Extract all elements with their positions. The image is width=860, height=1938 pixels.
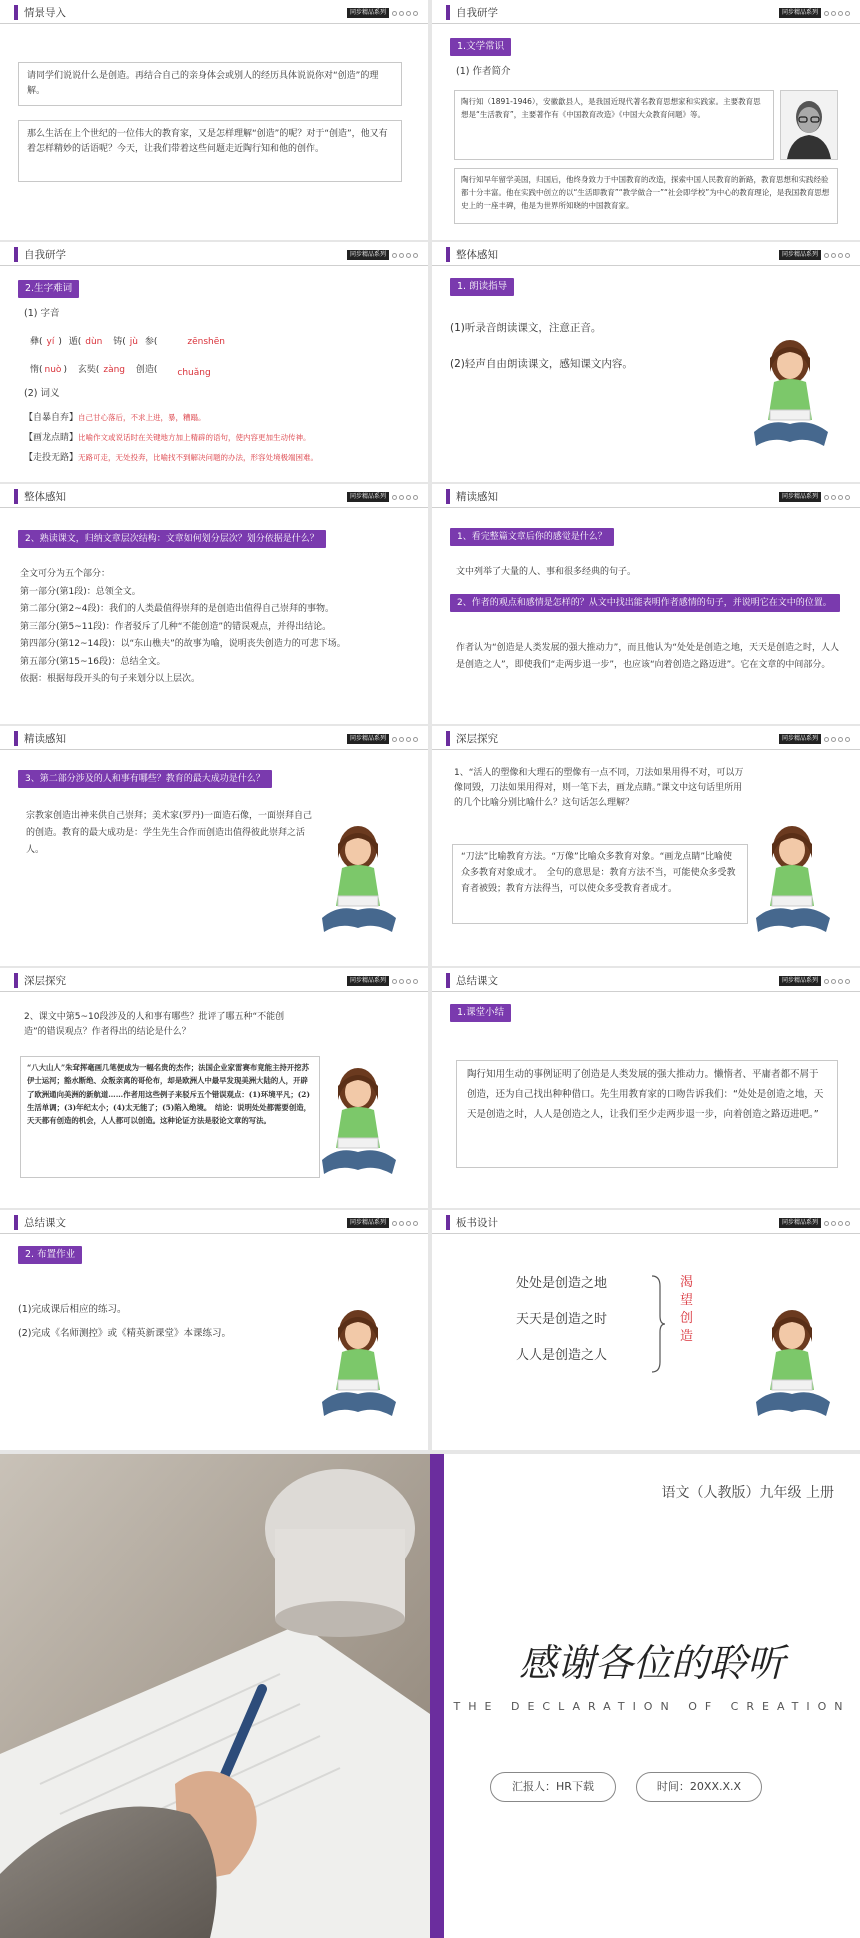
slide-homework [0,1210,428,1450]
nav-dots-icon [392,737,418,742]
answer-box: “八大山人”朱耷挥毫画几笔便成为一幅名贵的杰作；法国企业家雷赛布竟能主持开挖苏伊士运河；豁水断绝、众叛亲离的哥伦布，却是欧洲人中最早发现美洲大陆的人，开辟了欧洲通向美洲的新航道……作者用这些例子来驳斥五个错误观点：(1)环境平凡；(2)生活单调；(3)年纪太小；(4)太无能了；(5)陷入绝境。 结论：说明处处都需要创造，天天都有创造的机会，人人都可以创造。这种论证方法是驳论文章的写法。 [20,1056,320,1178]
brand-badge: 同步精品系列 [779,492,821,502]
section-pill: 1.课堂小结 [450,1004,511,1022]
question-pill: 2、作者的观点和感情是怎样的？从文中找出能表明作者感情的句子，并说明它在文中的位置。 [450,594,840,612]
answer-box: “刀法”比喻教育方法。“万像”比喻众多教育对象。“画龙点睛”比喻使众多教育对象成才。 全句的意思是：教育方法不当，可能使众多受教育者被毁；教育方法得当，可以使众多受教育者成才。 [452,844,748,924]
section-pill: 2. 布置作业 [18,1246,82,1264]
slide-header [0,0,428,24]
author-bio-box: 陶行知早年留学美国，归国后，他终身致力于中国教育的改造，探索中国人民教育的新路，教育思想和实践经验都十分丰富。他在实践中创立的以“生活即教育”“教学做合一”“社会即学校”为中心的教育理论，是我国教育思想史上的一座丰碑，他是为世界所知晓的中国教育家。 [454,168,838,224]
slide-deep-inquiry [432,726,860,966]
subheading-meaning: (2) 词义 [24,388,60,399]
question-text: 2、课文中第5~10段涉及的人和事有哪些？批评了哪五种“不能创造”的错误观点？作者得出的结论是什么？ [24,1012,285,1037]
time-badge: 时间：20XX.X.X [636,1772,762,1802]
slide-header [0,726,428,750]
nav-dots-icon [392,1221,418,1226]
slide-header [0,1210,428,1234]
slide-header [432,726,860,750]
girl-reading-illustration [750,1302,834,1430]
pinyin-row-2: 惰( nuò ) 玄奘( zàng 创造( chuǎng [30,365,211,378]
accent-stripe [430,1454,444,1938]
brand-badge: 同步精品系列 [347,976,389,986]
answer-text: 宗教家创造出神来供自己崇拜；美术家(罗丹)一面造石像，一面崇拜自己的创造。教育的最大成功是：学生先生合作而创造出值得彼此崇拜之活人。 [26,811,313,855]
slide-header [432,968,860,992]
slide-title: 自我研学 [24,249,66,261]
instruction-line: (1)听录音朗读课文，注意正音。 [450,322,602,334]
author-intro-box: 陶行知（1891-1946），安徽歙县人，是我国近现代著名教育思想家和实践家。主要教育思想是“生活教育”，主要著作有《中国教育改造》《中国大众教育问题》等。 [454,90,774,160]
brace-icon [650,1274,666,1374]
slide-structure [0,484,428,724]
nav-dots-icon [824,979,850,984]
writing-hand-photo [0,1454,430,1938]
subheading: (1) 作者简介 [456,66,511,77]
nav-dots-icon [392,253,418,258]
question-pill: 3、第二部分涉及的人和事有哪些？教育的最大成功是什么？ [18,770,272,788]
brand-badge: 同步精品系列 [347,8,389,18]
author-portrait [780,90,838,160]
section-pill: 1.文学常识 [450,38,511,56]
nav-dots-icon [824,1221,850,1226]
word-entry: 【画龙点睛】比喻作文或说话时在关键地方加上精辟的语句，使内容更加生动传神。 [24,433,311,443]
section-pill: 1. 朗读指导 [450,278,514,296]
brand-badge: 同步精品系列 [779,8,821,18]
answer-text: 文中列举了大量的人、事和很多经典的句子。 [456,567,637,577]
slide-vocabulary [0,242,428,482]
slide-literary-knowledge [432,0,860,240]
slide-title: 总结课文 [456,975,498,987]
slide-title: 板书设计 [456,1217,498,1229]
slide-close-reading [432,484,860,724]
answer-text: 作者认为“创造是人类发展的强大推动力”，而且他认为“处处是创造之地，天天是创造之时，人人是创造之人”，即使我们“走两步退一步”，也应该“向着创造之路迈进”。它在文章的中间部分。 [456,643,839,670]
word-entry: 【自暴自弃】自己甘心落后，不求上进，暴，糟蹋。 [24,413,206,423]
girl-reading-illustration [316,1302,400,1430]
board-line: 处处是创造之地 [516,1276,608,1291]
instruction-line: (2)轻声自由朗读课文，感知课文内容。 [450,358,633,370]
slide-deep-inquiry-2 [0,968,428,1208]
section-pill: 2.生字难词 [18,280,79,298]
slide-thanks [0,1454,860,1938]
subheading-pronunciation: (1) 字音 [24,308,60,319]
slide-title: 深层探究 [456,733,498,745]
summary-box: 陶行知用生动的事例证明了创造是人类发展的强大推动力。懒惰者、平庸者都不屑于创造，还为自己找出种种借口。先生用教育家的口吻告诉我们：“处处是创造之地，天天是创造之时，人人是创造之人，让我们至少走两步退一步，向着创造之路迈进吧。” [456,1060,838,1168]
nav-dots-icon [392,495,418,500]
intro-question-box: 请同学们说说什么是创造。再结合自己的亲身体会或别人的经历具体说说你对“创造”的理解。 [18,62,402,106]
intro-lead-box: 那么生活在上个世纪的一位伟大的教育家，又是怎样理解“创造”的呢？对于“创造”，他又有着怎样精妙的话语呢？今天，让我们带着这些问题走近陶行知和他的创作。 [18,120,402,182]
brand-badge: 同步精品系列 [347,734,389,744]
slide-header [0,968,428,992]
slide-header [432,0,860,24]
thanks-title: 感谢各位的聆听 [518,1641,785,1685]
slide-header [432,484,860,508]
nav-dots-icon [824,495,850,500]
board-side-text: 渴 望 创 造 [680,1275,694,1344]
thanks-subtitle: THE DECLARATION OF CREATION [453,1700,851,1713]
brand-badge: 同步精品系列 [347,492,389,502]
section-pill: 2、熟读课文，归纳文章层次结构：文章如何划分层次？划分依据是什么？ [18,530,326,548]
slide-summary [432,968,860,1208]
board-line: 人人是创造之人 [516,1348,608,1363]
nav-dots-icon [392,11,418,16]
brand-badge: 同步精品系列 [779,734,821,744]
slide-close-reading-2 [0,726,428,966]
reporter-badge: 汇报人：HR下载 [490,1772,616,1802]
question-text: 1、“活人的塑像和大理石的塑像有一点不同，刀法如果用得不对，可以万像同毁，刀法如果用得对，则一笔下去，画龙点睛。”课文中这句话里所用的几个比喻分别比喻什么？这句话怎么理解？ [454,768,744,808]
brand-badge: 同步精品系列 [347,1218,389,1228]
slide-header [0,484,428,508]
slide-board-design [432,1210,860,1450]
slide-header [0,242,428,266]
homework-line: (1)完成课后相应的练习。 [18,1304,127,1315]
slide-title: 整体感知 [24,491,66,503]
brand-badge: 同步精品系列 [347,250,389,260]
slide-title: 情景导入 [24,7,66,19]
nav-dots-icon [824,253,850,258]
nav-dots-icon [824,737,850,742]
nav-dots-icon [392,979,418,984]
pinyin-row-1: 彝( yí ) 遁( dùn 铸( jù 参( zēnshēn [30,337,225,347]
question-pill: 1、看完整篇文章后你的感觉是什么？ [450,528,614,546]
slide-title: 整体感知 [456,249,498,261]
girl-reading-illustration [748,332,832,460]
girl-reading-illustration [316,1060,400,1188]
brand-badge: 同步精品系列 [779,976,821,986]
slide-reading-guide [432,242,860,482]
brand-badge: 同步精品系列 [779,250,821,260]
girl-reading-illustration [316,818,400,946]
slide-title: 总结课文 [24,1217,66,1229]
slide-title: 精读感知 [24,733,66,745]
girl-reading-illustration [750,818,834,946]
slide-title: 自我研学 [456,7,498,19]
structure-lines: 全文可分为五个部分： 第一部分(第1段)：总领全文。 第二部分(第2~4段)：我们的人类最值得崇拜的是创造出值得自己崇拜的事物。 第三部分(第5~11段)：作者驳斥了几种“不能创造”的错误观点，并得出结论。 第四部分(第12~14段)：以“东山樵夫”的故事为喻，说明丧失创造力的可悲下场。 第五部分(第15~16段)：总结全文。 依据：根据每段开头的句子来划分以上层次。 [20,569,346,684]
slide-header [432,1210,860,1234]
nav-dots-icon [824,11,850,16]
subject-label: 语文（人教版）九年级 上册 [661,1485,834,1501]
slide-scene-intro [0,0,428,240]
slide-header [432,242,860,266]
board-line: 天天是创造之时 [516,1312,608,1327]
brand-badge: 同步精品系列 [779,1218,821,1228]
word-entry: 【走投无路】无路可走，无处投奔，比喻找不到解决问题的办法，形容处境极端困难。 [24,453,319,463]
slide-title: 精读感知 [456,491,498,503]
homework-line: (2)完成《名师测控》或《精英新课堂》本课练习。 [18,1328,231,1339]
slide-title: 深层探究 [24,975,66,987]
